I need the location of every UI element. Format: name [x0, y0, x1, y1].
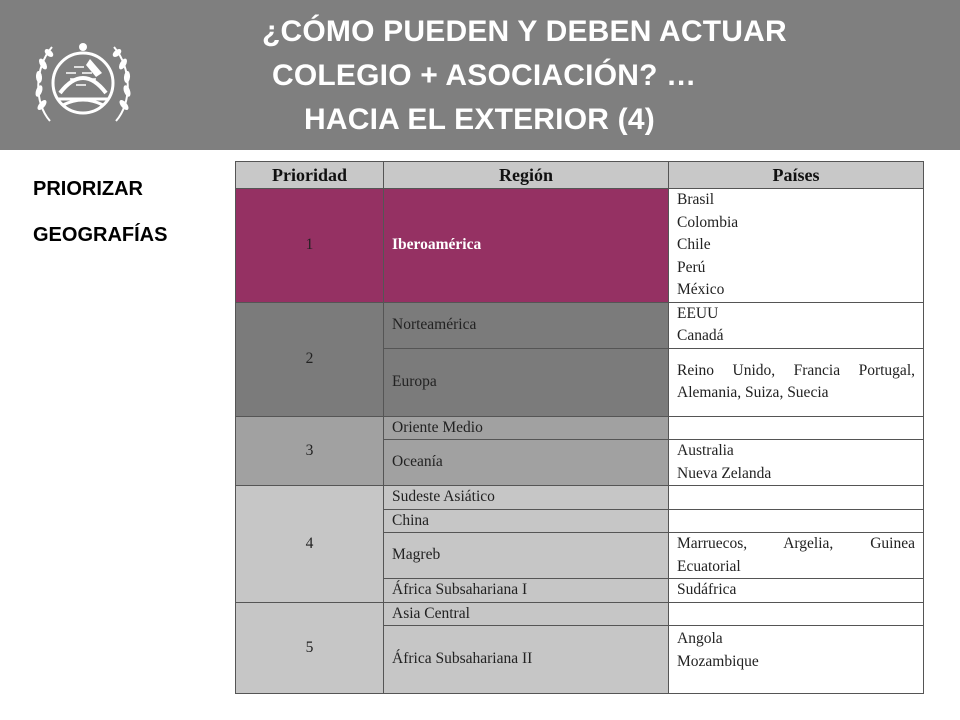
countries-cell: Sudáfrica	[669, 579, 924, 603]
title-line-1: ¿CÓMO PUEDEN Y DEBEN ACTUAR	[262, 15, 787, 48]
country-item: Angola	[677, 630, 723, 647]
countries-cell	[669, 602, 924, 626]
title-line-2: COLEGIO + ASOCIACIÓN? …	[272, 59, 697, 92]
header-priority: Prioridad	[236, 162, 384, 189]
countries-cell: Marruecos, Argelia, Guinea Ecuatorial	[669, 533, 924, 579]
country-item: Perú	[677, 258, 706, 276]
emblem-logo-icon	[30, 33, 136, 129]
region-cell: Magreb	[384, 533, 669, 579]
country-item: Nueva Zelanda	[677, 464, 772, 482]
region-cell: Europa	[384, 348, 669, 416]
country-item: Brasil	[677, 191, 715, 208]
country-item: Australia	[677, 442, 734, 459]
country-item: Chile	[677, 236, 711, 253]
country-item: Canadá	[677, 327, 724, 344]
region-cell: China	[384, 509, 669, 533]
region-cell: África Subsahariana I	[384, 579, 669, 603]
priority-cell: 1	[236, 189, 384, 303]
priority-cell: 3	[236, 416, 384, 486]
table-row	[236, 602, 924, 626]
header-countries: Países	[669, 162, 924, 189]
table-row	[236, 416, 924, 440]
countries-cell: Reino Unido, Francia Portugal, Alemania, Suiza, Suecia	[669, 348, 924, 416]
region-cell: Sudeste Asiático	[384, 486, 669, 510]
side-label-prioritize: PRIORIZAR	[33, 178, 143, 200]
region-cell: Oceanía	[384, 440, 669, 486]
country-item: Mozambique	[677, 652, 759, 670]
table-row	[236, 189, 924, 303]
country-item: Colombia	[677, 213, 739, 231]
table-row	[236, 302, 924, 348]
header-region: Región	[384, 162, 669, 189]
table-row	[236, 486, 924, 510]
side-label-geographies: GEOGRAFÍAS	[33, 224, 168, 246]
country-item: México	[677, 281, 725, 298]
country-item: EEUU	[677, 304, 719, 322]
title-line-3: HACIA EL EXTERIOR (4)	[304, 103, 655, 136]
region-cell: África Subsahariana II	[384, 626, 669, 694]
region-cell: Asia Central	[384, 602, 669, 626]
countries-cell	[669, 302, 924, 348]
countries-cell	[669, 440, 924, 486]
priority-cell: 4	[236, 486, 384, 603]
region-cell: Norteamérica	[384, 302, 669, 348]
region-cell: Oriente Medio	[384, 416, 669, 440]
countries-cell	[669, 486, 924, 510]
countries-cell	[669, 626, 924, 694]
region-cell: Iberoamérica	[384, 189, 669, 303]
countries-cell	[669, 416, 924, 440]
countries-cell	[669, 189, 924, 303]
header-bar	[0, 0, 960, 150]
priority-table	[235, 161, 924, 694]
countries-cell	[669, 509, 924, 533]
priority-cell: 2	[236, 302, 384, 416]
table-header-row	[236, 162, 924, 189]
priority-cell: 5	[236, 602, 384, 694]
